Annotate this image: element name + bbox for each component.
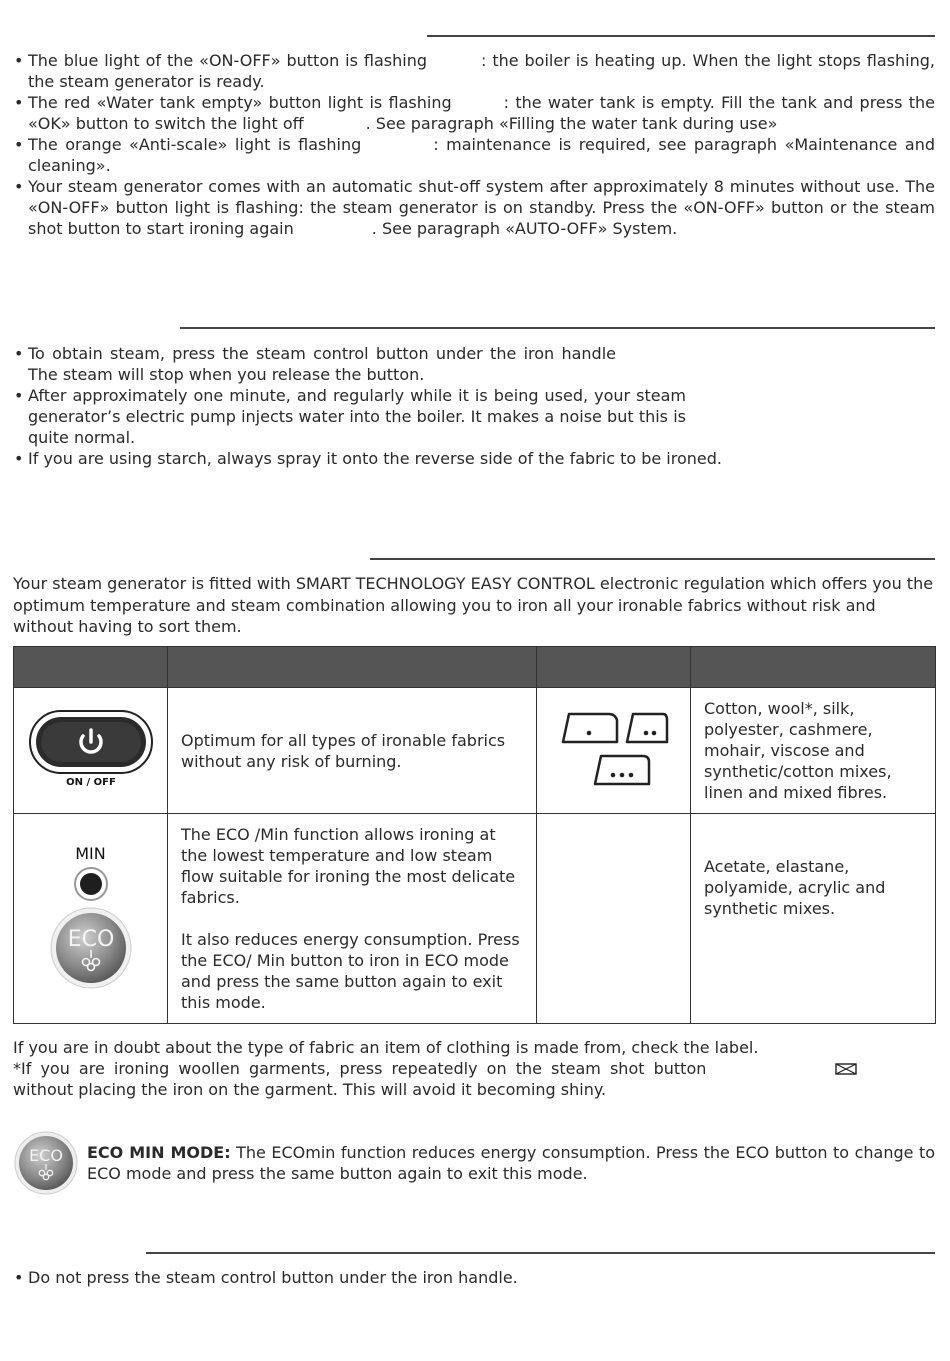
list-item: • The red «Water tank empty» button light is flashing : the water tank is empty. Fill the tank and press the «OK» button to switch the light off . See paragraph «Filling the water tank during use» bbox=[14, 92, 935, 134]
eco-min-button-cell bbox=[14, 814, 168, 1024]
list-item: • To obtain steam, press the steam control button under the iron handleThe steam will stop when you release the button. bbox=[14, 343, 686, 385]
warning-list bbox=[14, 1267, 935, 1288]
on-off-fabrics: Cotton, wool*, silk, polyester, cashmere, mohair, viscose and synthetic/cotton mixes, linen and mixed fibres. bbox=[691, 688, 936, 814]
smart-technology-intro: Your steam generator is fitted with SMART TECHNOLOGY EASY CONTROL electronic regulation which offers you the optimum temperature and steam combination allowing you to iron all your ironable fabrics without risk and without having to sort them. bbox=[13, 574, 934, 636]
eco-min-mode-paragraph: ECO MIN MODE: The ECOmin function reduces energy consumption. Press the ECO button to change to ECO mode and press the same button again to exit this mode. bbox=[87, 1143, 936, 1183]
iron-temperature-symbols bbox=[537, 688, 691, 814]
iron-two-dot-icon bbox=[627, 714, 667, 742]
status-light-list bbox=[14, 50, 935, 239]
steam-shot-symbol-icon bbox=[835, 1063, 857, 1075]
iron-three-dot-icon bbox=[595, 756, 649, 784]
table-row bbox=[14, 688, 936, 814]
table-header-row bbox=[14, 647, 936, 688]
svg-text:ECO: ECO bbox=[29, 1146, 63, 1165]
wool-note-continued: without placing the iron on the garment. This will avoid it becoming shiny. bbox=[13, 1080, 607, 1099]
table-row bbox=[14, 814, 936, 1024]
table-header-cell bbox=[14, 647, 168, 688]
list-item: • Your steam generator comes with an automatic shut-off system after approximately 8 minutes without use. The «ON-OFF» button light is flashing: the steam generator is on standby. Press the «ON-OFF» button or the steam shot button to start ironing again . See paragraph «AUTO-OFF» System. bbox=[14, 176, 935, 239]
list-item: • Do not press the steam control button under the iron handle. bbox=[14, 1267, 935, 1288]
fabric-doubt-note: If you are in doubt about the type of fabric an item of clothing is made from, check the label. bbox=[13, 1038, 759, 1057]
on-off-button-cell bbox=[14, 688, 168, 814]
eco-min-description: The ECO /Min function allows ironing at the lowest temperature and low steam flow suitable for ironing the most delicate fabrics. It also reduces energy consumption. Press the ECO/ Min button to iron in ECO mode and press the same button again to exit this mode. bbox=[168, 814, 537, 1024]
section-4-heading-rule bbox=[146, 1252, 935, 1254]
eco-button-icon bbox=[49, 906, 133, 990]
wool-note: *If you are ironing woollen garments, press repeatedly on the steam shot button bbox=[13, 1058, 935, 1079]
min-indicator-light-icon bbox=[71, 864, 111, 904]
eco-mode-badge-icon bbox=[14, 1131, 78, 1195]
eco-min-fabrics: Acetate, elastane, polyamide, acrylic and synthetic mixes. bbox=[691, 814, 936, 1024]
svg-text:ECO: ECO bbox=[67, 927, 114, 952]
section-1-heading-rule bbox=[427, 35, 935, 37]
iron-one-dot-icon bbox=[563, 714, 617, 742]
list-item: • The blue light of the «ON-OFF» button is flashing : the boiler is heating up. When the light stops flashing, the steam generator is ready. bbox=[14, 50, 935, 92]
table-header-cell bbox=[168, 647, 537, 688]
list-item: • If you are using starch, always spray it onto the reverse side of the fabric to be ironed. bbox=[14, 448, 686, 469]
eco-min-symbol-cell bbox=[537, 814, 691, 1024]
on-off-description: Optimum for all types of ironable fabrics without any risk of burning. bbox=[168, 688, 537, 814]
table-header-cell bbox=[537, 647, 691, 688]
list-item: • The orange «Anti-scale» light is flashing : maintenance is required, see paragraph «Maintenance and cleaning». bbox=[14, 134, 935, 176]
min-label: MIN bbox=[75, 844, 106, 863]
section-3-heading-rule bbox=[370, 558, 935, 560]
steam-usage-list bbox=[14, 343, 722, 469]
section-2-heading-rule bbox=[180, 327, 935, 329]
svg-text:ON / OFF: ON / OFF bbox=[66, 777, 116, 788]
fabric-settings-table bbox=[13, 646, 936, 1024]
list-item: • After approximately one minute, and regularly while it is being used, your steam generator’s electric pump injects water into the boiler. It makes a noise but this is quite normal. bbox=[14, 385, 686, 448]
eco-min-mode-title: ECO MIN MODE: bbox=[87, 1143, 231, 1162]
on-off-button-icon bbox=[27, 708, 155, 788]
table-header-cell bbox=[691, 647, 936, 688]
